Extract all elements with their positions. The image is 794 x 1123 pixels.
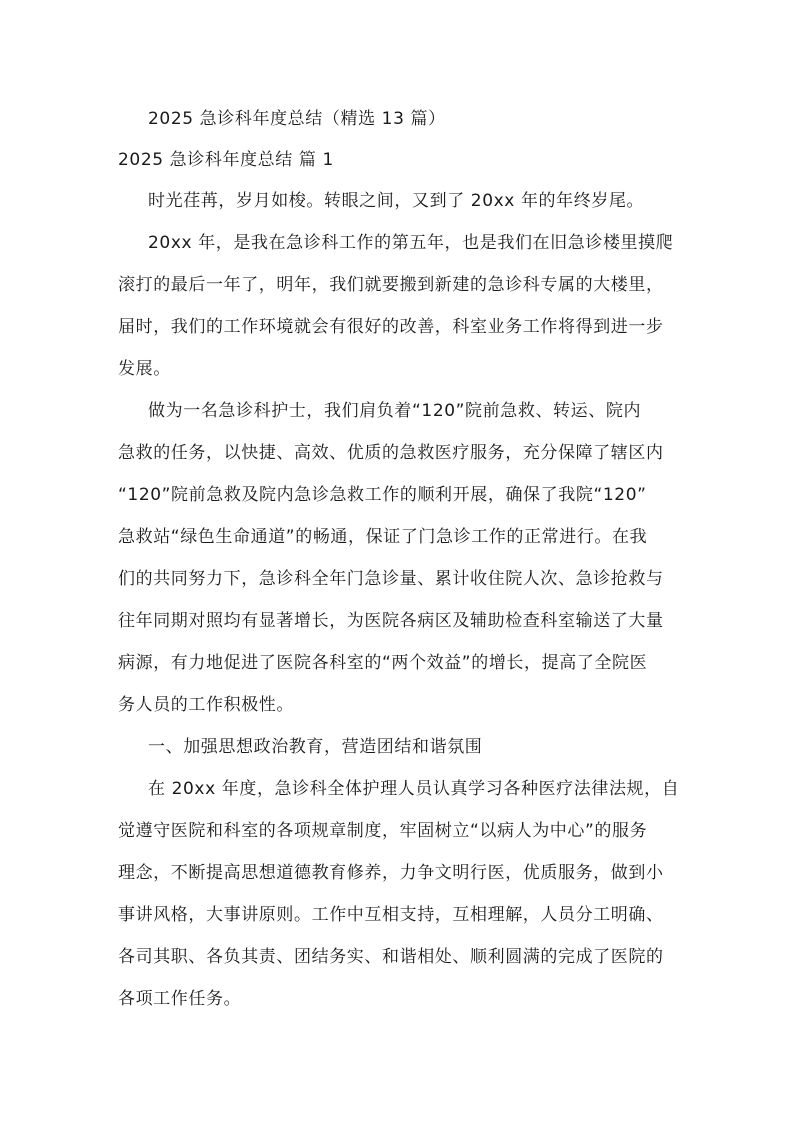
paragraph-line: 事讲风格，大事讲原则。工作中互相支持，互相理解，人员分工明确、 [118,905,664,925]
paragraph-line: 各项工作任务。 [118,989,242,1009]
paragraph-line: 时光荏苒，岁月如梭。转眼之间，又到了 20xx 年的年终岁尾。 [148,191,645,211]
paragraph-line: 发展。 [118,359,171,379]
paragraph-line: 理念，不断提高思想道德教育修养，力争文明行医，优质服务，做到小 [118,863,664,883]
paragraph-line: 届时，我们的工作环境就会有很好的改善，科室业务工作将得到进一步 [118,317,664,337]
paragraph-line: 往年同期对照均有显著增长，为医院各病区及辅助检查科室输送了大量 [118,611,664,631]
paragraph-line: 在 20xx 年度，急诊科全体护理人员认真学习各种医疗法律法规，自 [148,779,680,799]
document-title: 2025 急诊科年度总结（精选 13 篇） [148,109,446,129]
paragraph-line: 20xx 年，是我在急诊科工作的第五年，也是我们在旧急诊楼里摸爬 [148,233,674,253]
paragraph-line: 各司其职、各负其责、团结务实、和谐相处、顺利圆满的完成了医院的 [118,947,664,967]
paragraph-line: 做为一名急诊科护士，我们肩负着“120”院前急救、转运、院内 [148,401,642,421]
subsection-heading: 一、加强思想政治教育，营造团结和谐氛围 [148,737,483,757]
paragraph-line: 觉遵守医院和科室的各项规章制度，牢固树立“以病人为中心”的服务 [118,821,648,841]
paragraph-line: 病源，有力地促进了医院各科室的“两个效益”的增长，提高了全院医 [118,653,648,673]
paragraph-line: 滚打的最后一年了，明年，我们就要搬到新建的急诊科专属的大楼里， [118,275,664,295]
paragraph-line: 急救的任务，以快捷、高效、优质的急救医疗服务，充分保障了辖区内 [118,443,664,463]
paragraph-line: 们的共同努力下，急诊科全年门急诊量、累计收住院人次、急诊抢救与 [118,569,664,589]
section-heading: 2025 急诊科年度总结 篇 1 [118,150,334,170]
paragraph-line: 急救站“绿色生命通道”的畅通，保证了门急诊工作的正常进行。在我 [118,527,648,547]
paragraph-line: “120”院前急救及院内急诊急救工作的顺利开展，确保了我院“120” [118,485,647,505]
paragraph-line: 务人员的工作积极性。 [118,695,294,715]
